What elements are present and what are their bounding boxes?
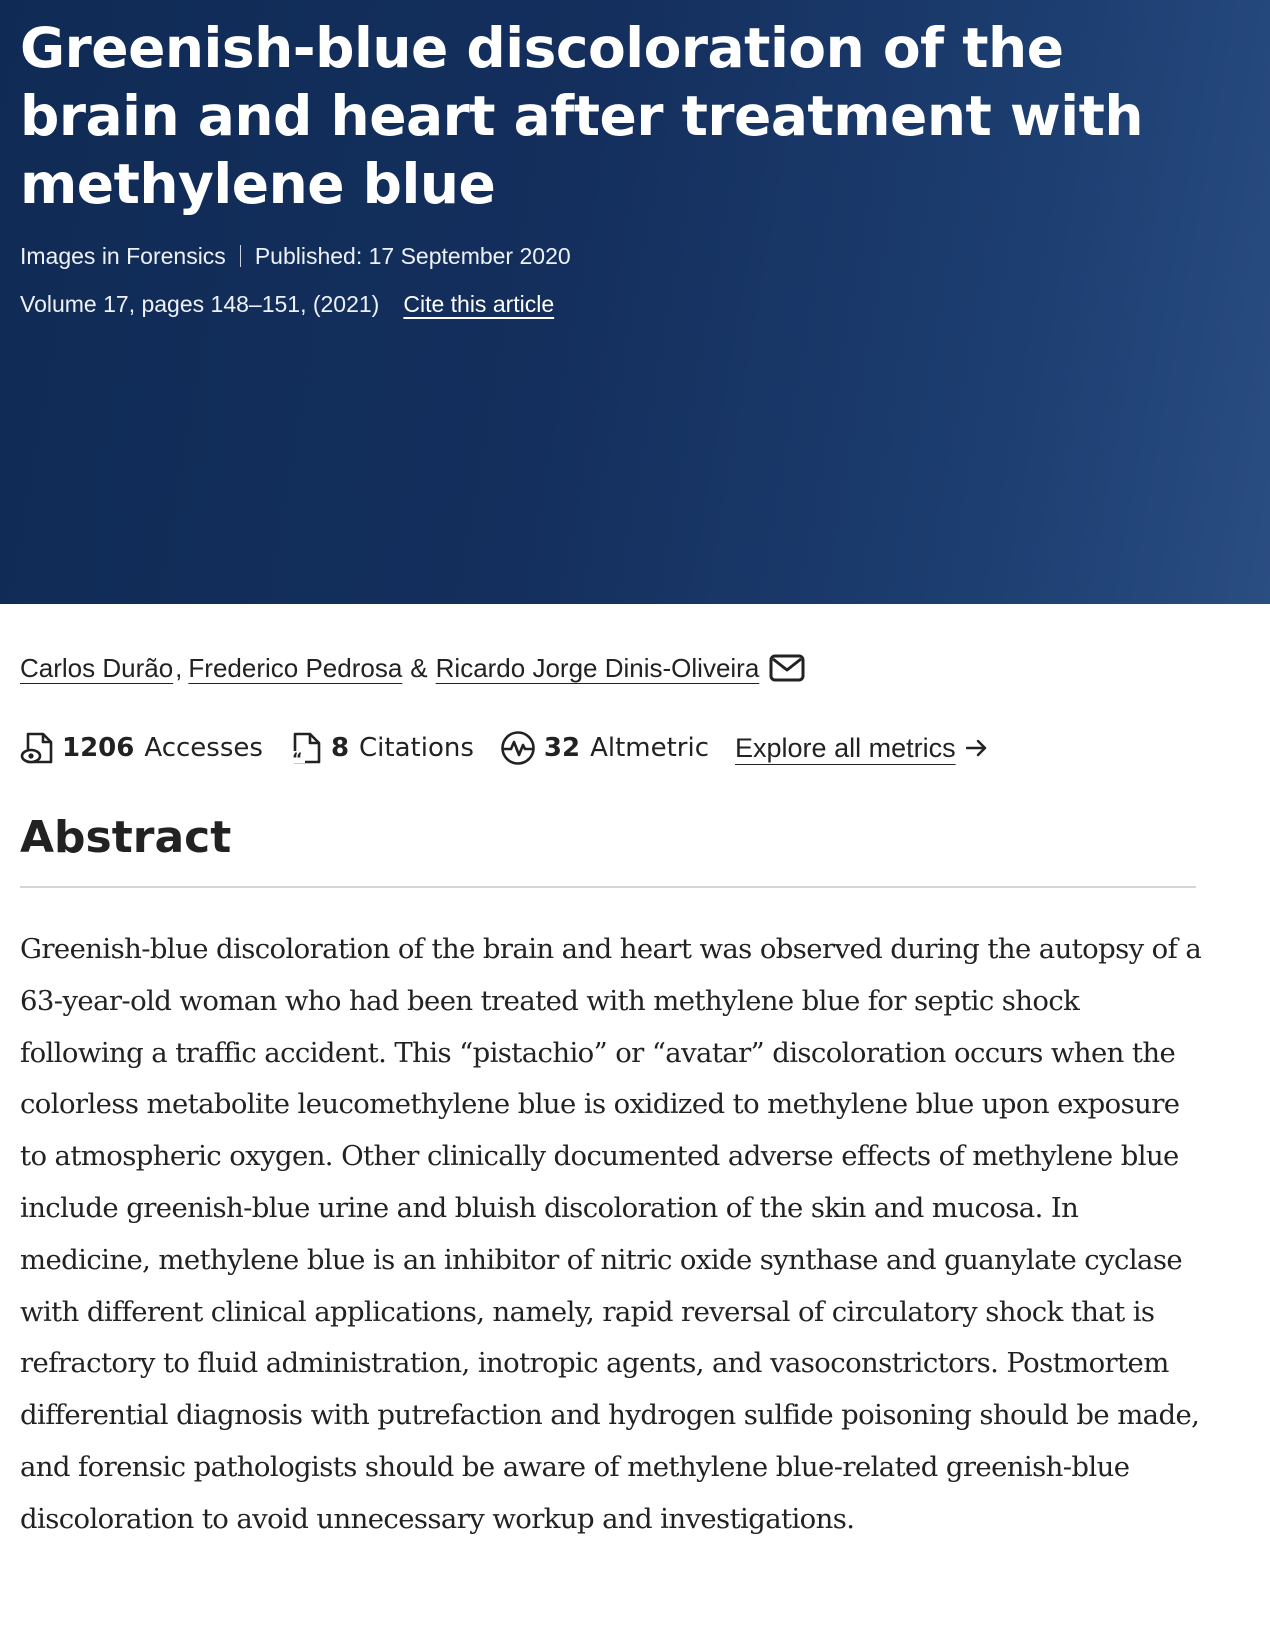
- volume-line: [20, 289, 1250, 319]
- author-separator: ,: [175, 653, 183, 683]
- altmetric-icon: [500, 730, 536, 766]
- explore-metrics-link[interactable]: [735, 733, 988, 764]
- accesses-icon: [20, 731, 54, 765]
- author-list: [20, 650, 1250, 686]
- abstract-heading: Abstract: [20, 812, 232, 863]
- section-divider: [20, 886, 1196, 888]
- citations-icon: [289, 731, 323, 765]
- svg-text:“: “: [291, 749, 303, 765]
- accesses-label: Accesses: [144, 733, 263, 763]
- citations-count: 8: [330, 733, 350, 763]
- citations-label: Citations: [359, 733, 474, 763]
- accesses-metric: [20, 731, 263, 765]
- published-date: Published: 17 September 2020: [254, 243, 571, 269]
- volume-pages: Volume 17, pages 148–151, (2021): [20, 291, 380, 317]
- article-meta-line: [20, 241, 1250, 271]
- article-content: [0, 650, 1270, 1546]
- altmetric-count: 32: [543, 733, 581, 763]
- author-link[interactable]: Ricardo Jorge Dinis-Oliveira: [435, 653, 760, 683]
- citations-metric: [289, 731, 474, 765]
- author-separator: &: [410, 653, 428, 683]
- accesses-count: 1206: [62, 733, 135, 763]
- article-type[interactable]: Images in Forensics: [20, 243, 226, 269]
- meta-divider: [240, 245, 241, 267]
- author-link[interactable]: Carlos Durão: [20, 653, 174, 683]
- altmetric-label: Altmetric: [590, 733, 710, 763]
- author-link[interactable]: Frederico Pedrosa: [188, 653, 403, 683]
- cite-article-link[interactable]: Cite this article: [403, 291, 555, 317]
- envelope-icon[interactable]: [769, 654, 805, 682]
- metrics-bar: [20, 730, 1250, 766]
- article-title: Greenish-blue discoloration of the brain and heart after treatment with methylene blue: [20, 16, 1144, 216]
- explore-metrics-label: Explore all metrics: [735, 732, 956, 763]
- abstract-text: Greenish-blue discoloration of the brain and heart was observed during the autopsy of a 63-year-old woman who had been treated with methylene blue for septic shock following a traffic accident. This “pistachio” or “avatar” discoloration occurs when the colorless metabolite leucomethylene blue is oxidized to methylene blue upon exposure to atmospheric oxygen. Other clinically documented adverse effects of methylene blue include greenish-blue urine and bluish discoloration of the skin and mucosa. In medicine, methylene blue is an inhibitor of nitric oxide synthase and guanylate cyclase with different clinical applications, namely, rapid reversal of circulatory shock that is refractory to fluid administration, inotropic agents, and vasoconstrictors. Postmortem differential diagnosis with putrefaction and hydrogen sulfide poisoning should be made, and forensic pathologists should be aware of methylene blue-related greenish-blue discoloration to avoid unnecessary workup and investigations.: [20, 933, 1202, 1535]
- article-hero: [0, 0, 1270, 604]
- altmetric-metric: [500, 730, 709, 766]
- arrow-right-icon: [966, 739, 988, 757]
